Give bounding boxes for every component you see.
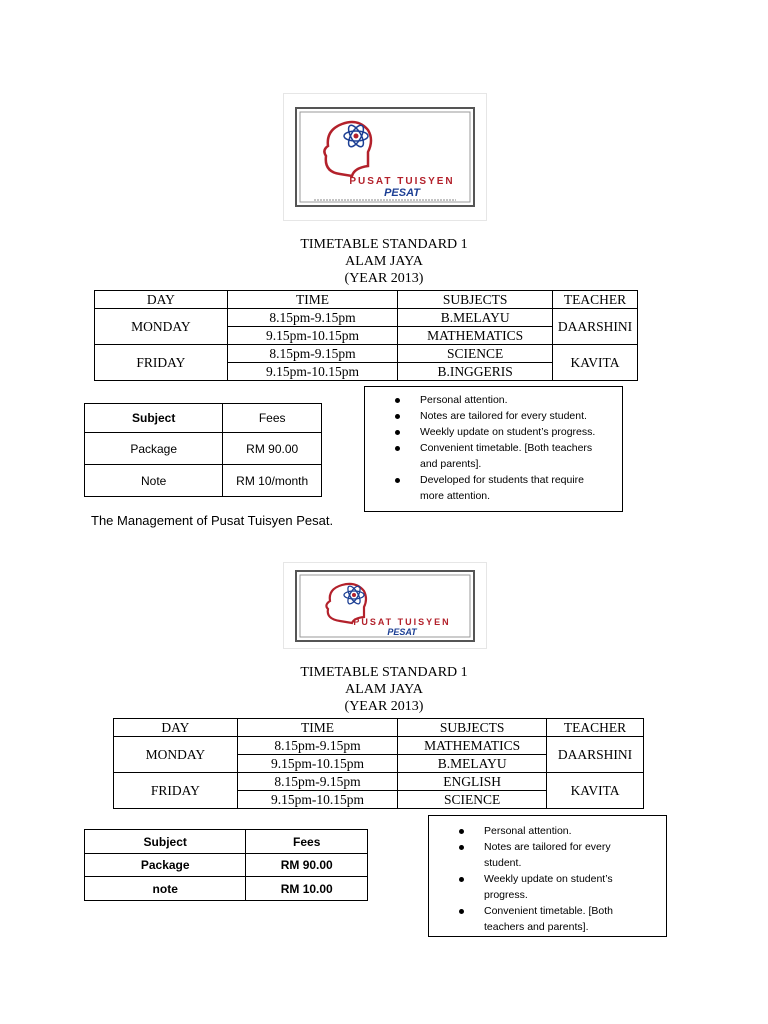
day-cell: MONDAY [114, 737, 238, 773]
feature-text: Personal attention. [420, 394, 508, 406]
timetable-location: ALAM JAYA [345, 254, 423, 269]
header-day: DAY [114, 719, 238, 737]
svg-text:PUSAT TUISYEN: PUSAT TUISYEN [353, 617, 451, 627]
feature-item [420, 392, 622, 408]
feature-text: Notes are tailored for every student. [420, 410, 587, 422]
timetable-year: (YEAR 2013) [344, 699, 424, 714]
fees-header-row [85, 404, 322, 433]
fees-subject-cell: note [85, 877, 246, 901]
feature-item [420, 440, 622, 456]
table-header-row [114, 719, 644, 737]
day-cell: FRIDAY [114, 773, 238, 809]
fees-amount-cell: RM 90.00 [223, 433, 322, 465]
feature-text: progress. [484, 889, 528, 901]
fees-header-row [85, 830, 368, 854]
management-note: The Management of Pusat Tuisyen Pesat. [91, 513, 334, 528]
day-cell: MONDAY [95, 309, 228, 345]
fees-row [85, 877, 368, 901]
time-cell: 8.15pm-9.15pm [237, 737, 398, 755]
teacher-cell: DAARSHINI [553, 309, 638, 345]
subject-cell: B.INGGERIS [398, 363, 553, 381]
feature-item [484, 839, 666, 855]
feature-text: student. [484, 857, 522, 869]
svg-text:PESAT: PESAT [387, 627, 417, 637]
feature-text: teachers and parents]. [484, 921, 589, 933]
svg-text:PESAT: PESAT [384, 187, 420, 199]
subject-cell: SCIENCE [398, 345, 553, 363]
subject-cell: MATHEMATICS [398, 327, 553, 345]
feature-item [484, 871, 666, 887]
fees-row [85, 854, 368, 877]
pusat-tuisyen-logo-graphic [284, 94, 486, 220]
fees-header-fees: Fees [223, 404, 322, 433]
feature-item-continued [484, 855, 666, 871]
feature-item [420, 472, 622, 488]
feature-text: Convenient timetable. [Both teachers [420, 442, 593, 454]
feature-text: Developed for students that require [420, 474, 585, 486]
time-cell: 9.15pm-10.15pm [227, 327, 398, 345]
timetable-title: TIMETABLE STANDARD 1 [300, 237, 468, 252]
feature-text: Personal attention. [484, 825, 572, 837]
fees-table-2 [84, 829, 368, 901]
logo-1 [284, 94, 486, 220]
logo-2 [284, 563, 486, 648]
subject-cell: MATHEMATICS [398, 737, 547, 755]
table-header-row [95, 291, 638, 309]
bullet-icon [395, 430, 400, 435]
feature-item [420, 408, 622, 424]
fees-amount-cell: RM 90.00 [246, 854, 368, 877]
feature-item [484, 903, 666, 919]
timetable-table-2 [113, 718, 644, 809]
feature-item [420, 424, 622, 440]
feature-text: more attention. [420, 490, 491, 502]
time-cell: 8.15pm-9.15pm [227, 309, 398, 327]
bullet-icon [395, 478, 400, 483]
header-subjects: SUBJECTS [398, 719, 547, 737]
table-row [95, 345, 638, 363]
pusat-tuisyen-logo-graphic [284, 563, 486, 648]
bullet-icon [395, 446, 400, 451]
table-row [114, 773, 644, 791]
timetable-title: TIMETABLE STANDARD 1 [300, 665, 468, 680]
fees-subject-cell: Package [85, 854, 246, 877]
time-cell: 9.15pm-10.15pm [227, 363, 398, 381]
subject-cell: B.MELAYU [398, 309, 553, 327]
time-cell: 8.15pm-9.15pm [237, 773, 398, 791]
day-cell: FRIDAY [95, 345, 228, 381]
header-teacher: TEACHER [547, 719, 644, 737]
fees-header-subject: Subject [85, 404, 223, 433]
features-box-1 [364, 386, 623, 512]
subject-cell: B.MELAYU [398, 755, 547, 773]
teacher-cell: KAVITA [553, 345, 638, 381]
fees-subject-cell: Note [85, 465, 223, 497]
header-teacher: TEACHER [553, 291, 638, 309]
header-time: TIME [227, 291, 398, 309]
time-cell: 9.15pm-10.15pm [237, 791, 398, 809]
bullet-icon [459, 877, 464, 882]
bullet-icon [459, 845, 464, 850]
feature-item [484, 823, 666, 839]
bullet-icon [459, 909, 464, 914]
feature-text: and parents]. [420, 458, 482, 470]
table-row [114, 737, 644, 755]
subject-cell: SCIENCE [398, 791, 547, 809]
feature-text: Weekly update on student’s progress. [420, 426, 596, 438]
header-time: TIME [237, 719, 398, 737]
bullet-icon [459, 829, 464, 834]
fees-subject-cell: Package [85, 433, 223, 465]
feature-text: Weekly update on student’s [484, 873, 613, 885]
teacher-cell: KAVITA [547, 773, 644, 809]
timetable-table-1 [94, 290, 638, 381]
time-cell: 8.15pm-9.15pm [227, 345, 398, 363]
timetable-location: ALAM JAYA [345, 682, 423, 697]
feature-item-continued [484, 887, 666, 903]
fees-table-1 [84, 403, 322, 497]
fees-amount-cell: RM 10/month [223, 465, 322, 497]
header-day: DAY [95, 291, 228, 309]
feature-text: Notes are tailored for every [484, 841, 611, 853]
fees-header-fees: Fees [246, 830, 368, 854]
fees-amount-cell: RM 10.00 [246, 877, 368, 901]
bullet-icon [395, 414, 400, 419]
time-cell: 9.15pm-10.15pm [237, 755, 398, 773]
svg-text:PUSAT TUISYEN: PUSAT TUISYEN [349, 176, 455, 187]
timetable-year: (YEAR 2013) [344, 271, 424, 286]
bullet-icon [395, 398, 400, 403]
subject-cell: ENGLISH [398, 773, 547, 791]
header-subjects: SUBJECTS [398, 291, 553, 309]
teacher-cell: DAARSHINI [547, 737, 644, 773]
fees-row [85, 433, 322, 465]
table-row [95, 309, 638, 327]
features-box-2 [428, 815, 667, 937]
fees-row [85, 465, 322, 497]
feature-text: Convenient timetable. [Both [484, 905, 613, 917]
feature-item-continued [420, 488, 622, 504]
feature-item-continued [420, 456, 622, 472]
feature-item-continued [484, 919, 666, 935]
fees-header-subject: Subject [85, 830, 246, 854]
